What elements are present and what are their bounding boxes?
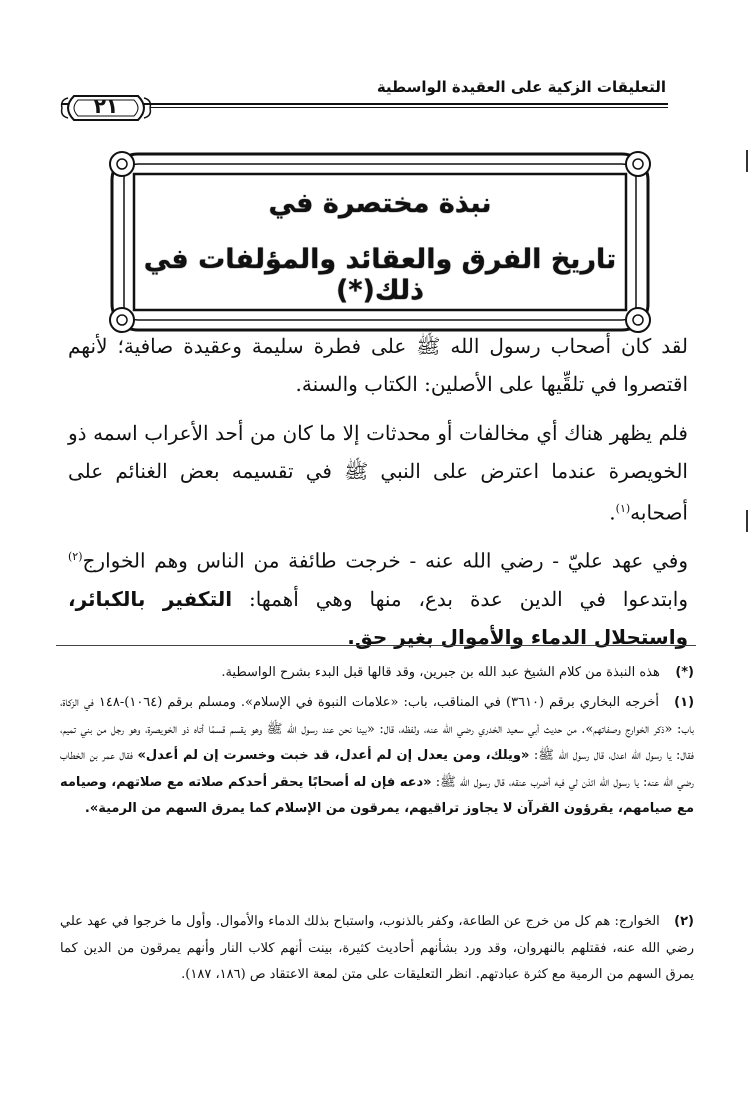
body-paragraph-2 [68,414,688,532]
footnote-text: الخوارج: هم كل من خرج عن الطاعة، وكفر بالذنوب، واستباح بذلك الدماء والأموال. وأول ما خرجوا في عهد علي رضي الله عنه، فقتلهم بالنهروان، وقد ورد بشأنهم أحاديث كثيرة، بينت أنهم كلاب النار وأنهم يمرقون من الدين كما يمرق السهم من الرمية مع كثرة عبادتهم. انظر التعليقات على متن لمعة الاعتقاد ص (١٨٦، ١٨٧). [60,914,694,982]
hadith-quote: «ويلك، ومن يعدل إن لم أعدل، قد خبت وخسرت إن لم أعدل» [137,748,530,763]
page-number-ornament [60,92,152,124]
chapter-title-line-1: نبذة مختصرة في [268,188,492,219]
margin-mark [746,510,748,532]
body-paragraph-3 [68,538,688,656]
footnote-ref-2[interactable]: (٢) [68,550,83,563]
footnote-ref-1[interactable]: (١) [615,502,631,515]
footnote-text: هذه النبذة من كلام الشيخ عبد الله بن جبرين، وقد قالها قبل البدء بشرح الواسطية. [221,665,660,680]
paragraph-end: . [609,500,616,525]
emphasized-text: التكفير بالكبائر، واستحلال الدماء والأموال بغير حق. [68,586,688,649]
footnote-separator [56,645,696,646]
footnote-text: فقال عمر بن الخطاب رضي الله عنه: يا رسول الله ائذن لي فيه أضرب عنقه، قال رسول الله ﷺ: [60,748,694,790]
chapter-title-line-2: تاريخ الفرق والعقائد والمؤلفات في ذلك(*) [143,244,617,306]
running-title: التعليقات الزكية على العقيدة الواسطية [376,78,666,96]
footnote-2 [60,909,694,989]
paragraph-text: وابتدعوا في الدين عدة بدع، منها وهي أهمها: [232,586,688,611]
hadith-quote: «دعه فإن له أصحابًا يحقر أحدكم صلاته مع صلاتهم، وصيامه مع صيامهم، يقرؤون القرآن لا يجاوز تراقيهم، يمرقون من الإسلام كما يمرق السهم من الرمية». [60,774,694,816]
footnote-marker: (١) [674,695,695,710]
header-rule [62,103,668,105]
page-number: ٢١ [93,94,119,118]
footnote-star [60,660,694,687]
body-paragraph-1: لقد كان أصحاب رسول الله ﷺ على فطرة سليمة وعقيدة صافية؛ لأنهم اقتصروا في تلقِّيها على الأصلين: الكتاب والسنة. [68,334,688,396]
footnote-text: أخرجه البخاري برقم (٣٦١٠) في المناقب، باب: «علامات النبوة في الإسلام». ومسلم برقم (١٠٦٤)-١٤٨ في الزكاة، باب: «ذكر الخوارج وصفاتهم». من حديث أبي سعيد الخدري رضي الله عنه، ولفظه، قال: «بينا نحن عند رسول الله ﷺ وهو يقسم قسمًا أتاه ذو الخويصرة، وهو رجل من بني تميم، فقال: يا رسول الله اعدل، قال رسول الله ﷺ: [60,695,694,763]
chapter-title-frame [104,144,656,340]
footnote-1 [60,690,694,823]
header-rule-thin [150,107,668,108]
margin-mark [746,150,748,172]
footnote-marker: (٢) [674,914,694,929]
footnote-marker: (*) [675,665,694,680]
paragraph-text: فلم يظهر هناك أي مخالفات أو محدثات إلا ما كان من أحد الأعراب اسمه ذو الخويصرة عندما اعترض على النبي ﷺ في تقسيمه بعض الغنائم على أصحابه [68,421,688,525]
paragraph-text: وفي عهد عليّ - رضي الله عنه - خرجت طائفة من الناس وهم الخوارج [82,548,688,573]
title-border-ornament [104,144,656,340]
